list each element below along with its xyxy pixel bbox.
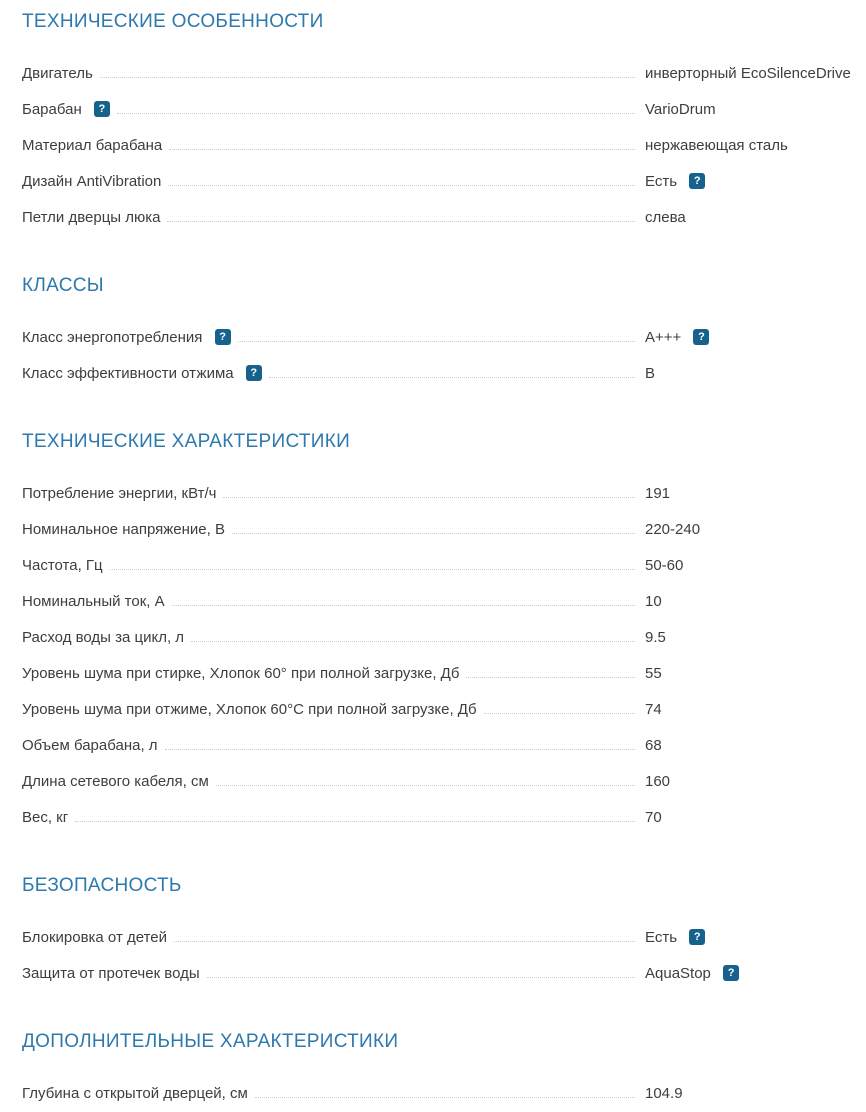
spec-value: B — [645, 365, 656, 382]
spec-value-wrap — [645, 956, 860, 992]
spec-row — [22, 320, 860, 356]
spec-row — [22, 800, 860, 836]
spec-value-wrap — [645, 200, 860, 236]
spec-value: 68 — [645, 737, 662, 754]
section-rows — [22, 476, 860, 836]
spec-label-wrap — [22, 584, 165, 620]
dotted-leader — [223, 497, 635, 498]
help-icon[interactable]: ? — [723, 965, 739, 981]
spec-label-wrap — [22, 200, 160, 236]
spec-row — [22, 548, 860, 584]
help-icon[interactable]: ? — [94, 101, 110, 117]
spec-label: Дизайн AntiVibration — [22, 173, 162, 190]
spec-label: Двигатель — [22, 65, 93, 82]
spec-value-wrap — [645, 128, 860, 164]
spec-row — [22, 356, 860, 392]
spec-value-wrap — [645, 692, 860, 728]
section-title: ТЕХНИЧЕСКИЕ ОСОБЕННОСТИ — [22, 11, 324, 32]
spec-value: 50-60 — [645, 557, 684, 574]
help-icon[interactable]: ? — [246, 365, 262, 381]
spec-value: VarioDrum — [645, 101, 716, 118]
section-rows — [22, 320, 860, 392]
dotted-leader — [466, 677, 635, 678]
spec-row — [22, 1076, 860, 1112]
spec-value: 10 — [645, 593, 662, 610]
spec-label-wrap — [22, 692, 477, 728]
spec-label: Класс эффективности отжима — [22, 365, 234, 382]
dotted-leader — [100, 77, 635, 78]
spec-section — [22, 10, 860, 236]
section-title: КЛАССЫ — [22, 275, 104, 296]
spec-value: 220-240 — [645, 521, 701, 538]
spec-row — [22, 764, 860, 800]
spec-section — [22, 274, 860, 392]
spec-label-wrap — [22, 800, 68, 836]
spec-label: Блокировка от детей — [22, 929, 168, 946]
section-rows — [22, 56, 860, 236]
dotted-leader — [167, 221, 635, 222]
spec-value: 55 — [645, 665, 662, 682]
section-title: БЕЗОПАСНОСТЬ — [22, 875, 182, 896]
spec-row — [22, 584, 860, 620]
dotted-leader — [207, 977, 635, 978]
spec-row — [22, 656, 860, 692]
spec-row — [22, 956, 860, 992]
dotted-leader — [484, 713, 635, 714]
spec-row — [22, 56, 860, 92]
dotted-leader — [191, 641, 635, 642]
spec-label-wrap — [22, 476, 216, 512]
spec-label-wrap — [22, 620, 184, 656]
spec-row — [22, 920, 860, 956]
spec-value: A+++ — [645, 329, 682, 346]
spec-label: Частота, Гц — [22, 557, 103, 574]
spec-value: инверторный EcoSilenceDrive — [645, 65, 851, 82]
spec-section — [22, 1030, 860, 1112]
dotted-leader — [269, 377, 635, 378]
spec-value-wrap — [645, 356, 860, 392]
spec-label: Номинальный ток, А — [22, 593, 165, 610]
spec-value: 70 — [645, 809, 662, 826]
spec-value-wrap — [645, 548, 860, 584]
spec-label: Объем барабана, л — [22, 737, 158, 754]
help-icon[interactable]: ? — [689, 173, 705, 189]
spec-label: Материал барабана — [22, 137, 163, 154]
spec-label: Номинальное напряжение, В — [22, 521, 225, 538]
section-rows — [22, 1076, 860, 1112]
spec-value: нержавеющая сталь — [645, 137, 788, 154]
spec-value-wrap — [645, 476, 860, 512]
spec-label-wrap — [22, 128, 162, 164]
spec-label: Потребление энергии, кВт/ч — [22, 485, 217, 502]
spec-value-wrap — [645, 92, 860, 128]
dotted-leader — [174, 941, 635, 942]
spec-label-wrap — [22, 656, 459, 692]
spec-value: 9.5 — [645, 629, 666, 646]
spec-label-wrap — [22, 320, 231, 356]
spec-label: Защита от протечек воды — [22, 965, 200, 982]
spec-label-wrap — [22, 728, 158, 764]
dotted-leader — [75, 821, 635, 822]
spec-label-wrap — [22, 548, 103, 584]
spec-row — [22, 200, 860, 236]
spec-value-wrap — [645, 56, 860, 92]
spec-label-wrap — [22, 956, 200, 992]
spec-label-wrap — [22, 56, 93, 92]
spec-value-wrap — [645, 584, 860, 620]
dotted-leader — [168, 185, 635, 186]
spec-value: Есть — [645, 929, 678, 946]
spec-label-wrap — [22, 356, 262, 392]
spec-value-wrap — [645, 764, 860, 800]
spec-value-wrap — [645, 656, 860, 692]
spec-label: Уровень шума при стирке, Хлопок 60° при полной загрузке, Дб — [22, 665, 460, 682]
spec-row — [22, 620, 860, 656]
spec-row — [22, 692, 860, 728]
spec-value: 74 — [645, 701, 662, 718]
spec-row — [22, 728, 860, 764]
spec-label: Длина сетевого кабеля, см — [22, 773, 209, 790]
dotted-leader — [165, 749, 635, 750]
spec-value-wrap — [645, 512, 860, 548]
spec-label: Уровень шума при отжиме, Хлопок 60°С при полной загрузке, Дб — [22, 701, 477, 718]
dotted-leader — [255, 1097, 635, 1098]
help-icon[interactable]: ? — [693, 329, 709, 345]
spec-row — [22, 128, 860, 164]
spec-label: Глубина с открытой дверцей, см — [22, 1085, 248, 1102]
section-rows — [22, 920, 860, 992]
dotted-leader — [216, 785, 635, 786]
spec-section — [22, 430, 860, 836]
spec-value-wrap — [645, 320, 860, 356]
spec-value-wrap — [645, 164, 860, 200]
dotted-leader — [110, 569, 635, 570]
specifications-panel — [22, 10, 860, 1112]
spec-value-wrap — [645, 728, 860, 764]
spec-value: 160 — [645, 773, 671, 790]
section-title: ТЕХНИЧЕСКИЕ ХАРАКТЕРИСТИКИ — [22, 431, 351, 452]
spec-value-wrap — [645, 1076, 860, 1112]
section-title: ДОПОЛНИТЕЛЬНЫЕ ХАРАКТЕРИСТИКИ — [22, 1031, 399, 1052]
spec-row — [22, 512, 860, 548]
spec-label-wrap — [22, 1076, 248, 1112]
spec-label: Петли дверцы люка — [22, 209, 161, 226]
help-icon[interactable]: ? — [215, 329, 231, 345]
spec-label-wrap — [22, 164, 161, 200]
spec-label: Вес, кг — [22, 809, 69, 826]
spec-value: 191 — [645, 485, 671, 502]
spec-label: Барабан — [22, 101, 82, 118]
dotted-leader — [117, 113, 635, 114]
spec-label-wrap — [22, 512, 225, 548]
spec-value: слева — [645, 209, 686, 226]
dotted-leader — [169, 149, 635, 150]
spec-value-wrap — [645, 620, 860, 656]
spec-label-wrap — [22, 764, 209, 800]
spec-row — [22, 476, 860, 512]
dotted-leader — [238, 341, 635, 342]
spec-value: 104.9 — [645, 1085, 683, 1102]
spec-value: Есть — [645, 173, 678, 190]
spec-label: Расход воды за цикл, л — [22, 629, 185, 646]
spec-value: AquaStop — [645, 965, 711, 982]
spec-value-wrap — [645, 920, 860, 956]
spec-label-wrap — [22, 920, 167, 956]
spec-value-wrap — [645, 800, 860, 836]
spec-row — [22, 164, 860, 200]
spec-section — [22, 874, 860, 992]
dotted-leader — [232, 533, 635, 534]
spec-row — [22, 92, 860, 128]
help-icon[interactable]: ? — [689, 929, 705, 945]
spec-label-wrap — [22, 92, 110, 128]
dotted-leader — [172, 605, 635, 606]
spec-label: Класс энергопотребления — [22, 329, 203, 346]
